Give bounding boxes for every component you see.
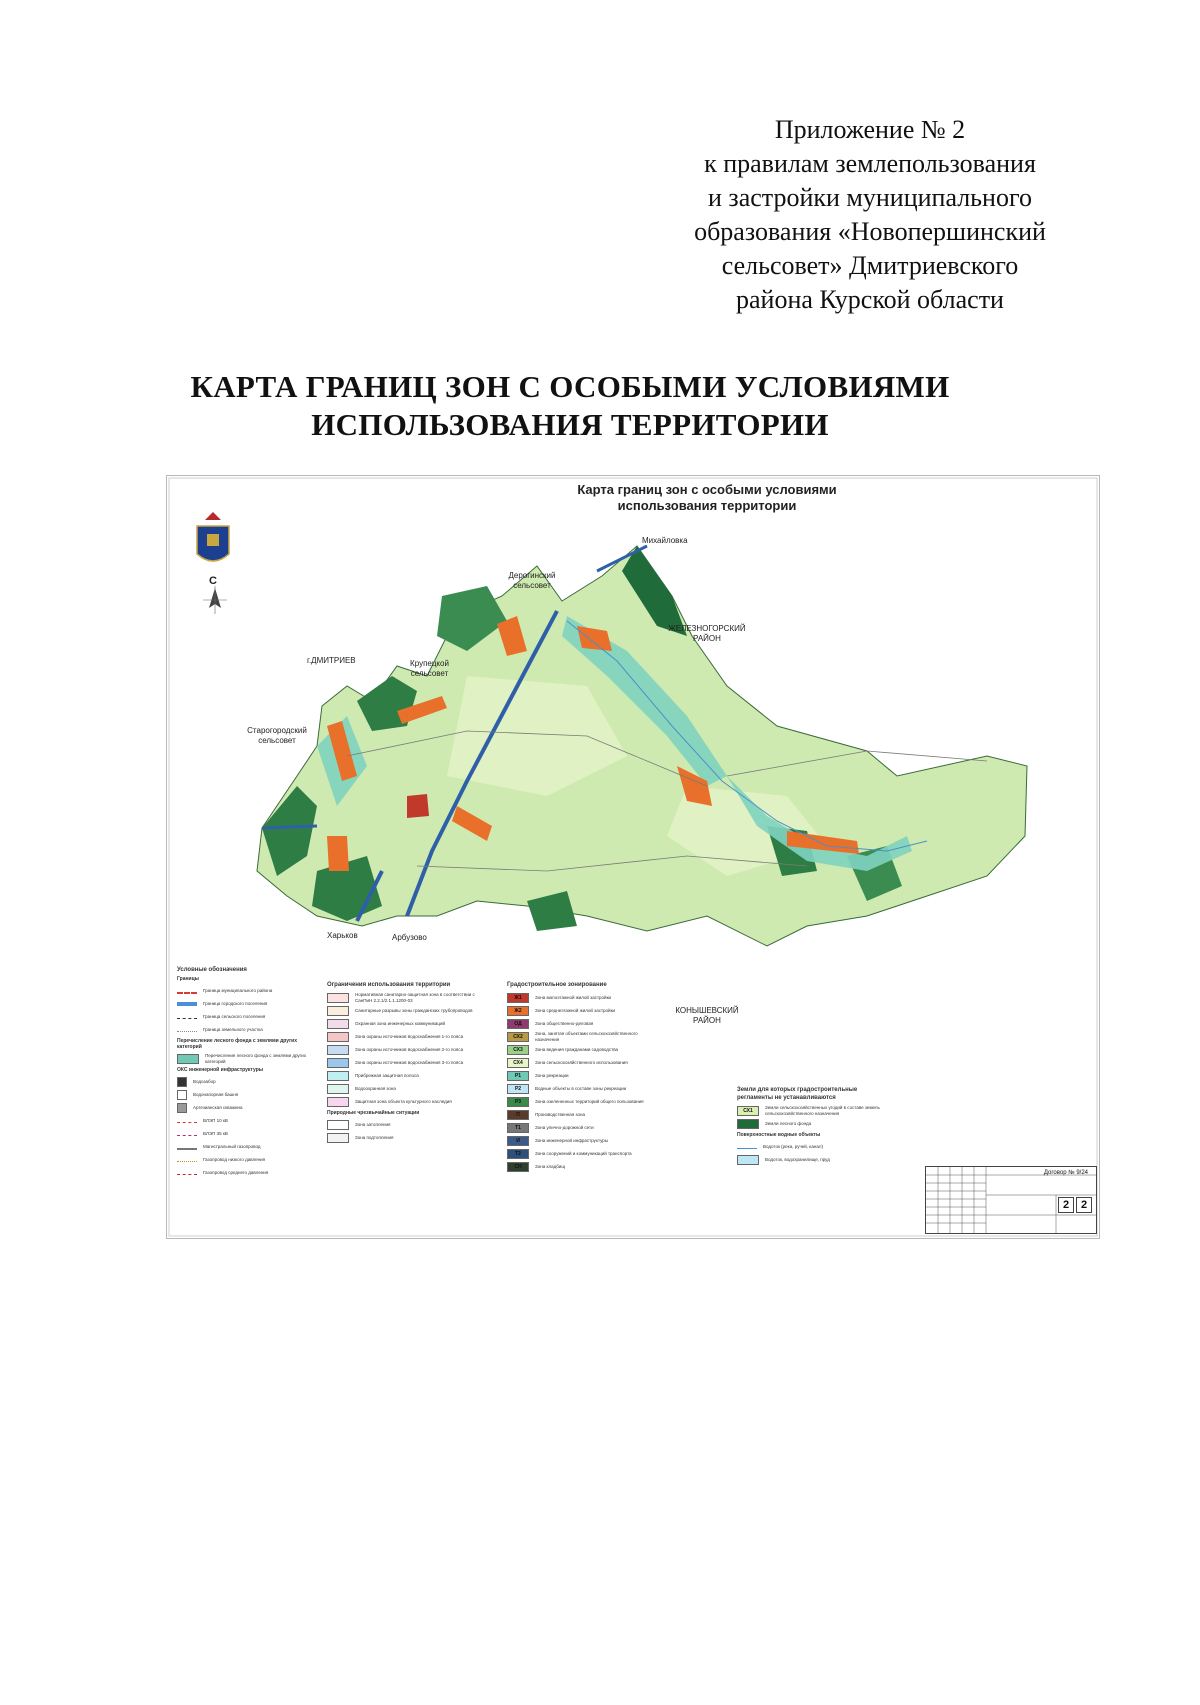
legend-text: Зона сельскохозяйственного использования xyxy=(535,1059,628,1065)
appendix-line: сельсовет» Дмитриевского xyxy=(721,251,1019,280)
legend-item: ВЛЭП 35 кВ xyxy=(177,1127,307,1140)
settlement-zone xyxy=(407,794,429,818)
sheet-total: 2 xyxy=(1076,1197,1092,1213)
sheet-number: 2 xyxy=(1058,1197,1074,1213)
legend-text: Зона ведения гражданами садоводства xyxy=(535,1046,619,1052)
compass-label: С xyxy=(209,575,217,587)
legend-text: Зона озелененных территорий общего пользования xyxy=(535,1098,644,1104)
label-mikhailovka: Михайловка xyxy=(642,536,688,545)
legend-swatch: Ж1 xyxy=(507,993,529,1003)
legend-item xyxy=(507,991,647,1004)
appendix-line: к правилам землепользования xyxy=(704,149,1036,178)
legend-item xyxy=(507,1134,647,1147)
legend-swatch: СН xyxy=(507,1162,529,1172)
document-title xyxy=(150,368,990,444)
legend-item: Артезианская скважина xyxy=(177,1101,307,1114)
legend-item: Магистральный газопровод xyxy=(177,1140,307,1153)
legend-item: ВЛЭП 10 кВ xyxy=(177,1114,307,1127)
label-krupets: Крупецкой сельсовет xyxy=(410,659,449,678)
coat-of-arms-icon xyxy=(197,512,229,561)
map-title-line-2: использования территории xyxy=(617,498,797,513)
legend-item: Водоток (река, ручей, канал) xyxy=(737,1140,887,1153)
label-starogorod: Старогородский сельсовет xyxy=(247,726,307,745)
north-arrow-icon xyxy=(203,586,227,614)
legend-heading: Градостроительное зонирование xyxy=(507,982,607,988)
legend-swatch: Ж2 xyxy=(507,1006,529,1016)
legend-item: Водоток, водохранилище, пруд xyxy=(737,1153,887,1166)
legend-swatch: ОД xyxy=(507,1019,529,1029)
legend-subheading: Природные чрезвычайные ситуации xyxy=(327,1110,420,1116)
appendix-line: Приложение № 2 xyxy=(774,115,966,144)
legend-left xyxy=(177,966,307,1179)
map-title xyxy=(507,482,907,514)
legend-item: Земли лесного фонда xyxy=(737,1117,887,1130)
legend-subheading: ОКС инженерной инфраструктуры xyxy=(177,1067,264,1073)
legend-text: Зона рекреации xyxy=(535,1072,569,1078)
legend-text: Зона кладбищ xyxy=(535,1163,566,1169)
contract-number: Договор № 9/24 xyxy=(1043,1170,1088,1176)
label-derogi: Дерогинский сельсовет xyxy=(508,571,556,590)
legend-item xyxy=(507,1017,647,1030)
legend-zoning xyxy=(507,981,647,1173)
legend-swatch: И xyxy=(507,1136,529,1146)
legend-item xyxy=(507,1160,647,1173)
legend-swatch: Р1 xyxy=(507,1071,529,1081)
legend-item: Зона охраны источников водоснабжения 2-го пояса xyxy=(327,1043,487,1056)
legend-item: Зона подтопления xyxy=(327,1131,487,1144)
legend-item xyxy=(507,1108,647,1121)
legend-item xyxy=(507,1069,647,1082)
legend-subheading: Поверхностные водные объекты xyxy=(737,1132,821,1138)
legend-text: Зона сооружений и коммуникаций транспорта xyxy=(535,1150,632,1156)
legend-item: Граница муниципального района xyxy=(177,984,307,997)
legend-heading: Ограничения использования территории xyxy=(327,982,451,988)
legend-swatch: П xyxy=(507,1110,529,1120)
legend-item: Прибрежная защитная полоса xyxy=(327,1069,487,1082)
legend-text: Водные объекты в составе зоны рекреации xyxy=(535,1085,627,1091)
appendix-header xyxy=(640,113,1100,317)
legend-swatch: Т1 xyxy=(507,1123,529,1133)
appendix-line: района Курской области xyxy=(736,285,1004,314)
title-line-1: КАРТА ГРАНИЦ ЗОН С ОСОБЫМИ УСЛОВИЯМИ xyxy=(190,369,950,404)
label-konyshevka: КОНЫШЕВСКИЙ РАЙОН xyxy=(675,1006,739,1025)
legend-text: Зона инженерной инфраструктуры xyxy=(535,1137,608,1143)
legend-text: Производственная зона xyxy=(535,1111,586,1117)
legend-text: Зона среднеэтажной жилой застройки xyxy=(535,1007,616,1013)
legend-item xyxy=(507,1030,647,1043)
legend-item: Водоохранная зона xyxy=(327,1082,487,1095)
legend-item: СХ1 Земли сельскохозяйственных угодий в составе земель сельскохозяйственного назначения xyxy=(737,1104,887,1117)
legend-subheading: Границы xyxy=(177,976,199,982)
legend-text: Зона малоэтажной жилой застройки xyxy=(535,994,612,1000)
appendix-line: образования «Новопершинский xyxy=(694,217,1046,246)
label-kharkov: Харьков xyxy=(327,931,358,940)
legend-item: Перечисление лесного фонда с землями других категорий xyxy=(177,1052,307,1065)
legend-item: Граница городского поселения xyxy=(177,997,307,1010)
legend-item: Защитная зона объекта культурного наследия xyxy=(327,1095,487,1108)
legend-heading: Земли для которых градостроительные регламенты не устанавливаются xyxy=(737,1087,858,1101)
legend-item xyxy=(507,1004,647,1017)
map-title-line-1: Карта границ зон с особыми условиями xyxy=(577,482,837,497)
legend-item: Зона охраны источников водоснабжения 1-го пояса xyxy=(327,1030,487,1043)
label-dmitriev: г.ДМИТРИЕВ xyxy=(307,656,356,665)
legend-heading: Условные обозначения xyxy=(177,967,247,973)
legend-swatch: СХ4 xyxy=(507,1058,529,1068)
title-block-stamp xyxy=(925,1166,1097,1234)
highway-road xyxy=(262,826,317,828)
legend-text: Зона, занятая объектами сельскохозяйственного назначения xyxy=(535,1030,638,1042)
legend-swatch: Р3 xyxy=(507,1097,529,1107)
legend-text: Зона общественно-деловая xyxy=(535,1020,594,1026)
legend-item xyxy=(507,1121,647,1134)
title-line-2: ИСПОЛЬЗОВАНИЯ ТЕРРИТОРИИ xyxy=(311,407,829,442)
legend-middle xyxy=(327,981,487,1144)
legend-item: Зона затопления xyxy=(327,1118,487,1131)
legend-item: Газопровод среднего давления xyxy=(177,1166,307,1179)
legend-no-regulation xyxy=(737,1086,887,1166)
legend-item: Санитарные разрывы зоны гражданских трубопроводов xyxy=(327,1004,487,1017)
zoning-items xyxy=(507,991,647,1173)
legend-swatch: Р2 xyxy=(507,1084,529,1094)
legend-swatch: СХ2 xyxy=(507,1032,529,1042)
appendix-line: и застройки муниципального xyxy=(708,183,1032,212)
legend-item: Нормативная санитарно-защитная зона в соответствии с СанПиН 2.2.1/2.1.1.1200-03 xyxy=(327,991,487,1004)
legend-item: Граница сельского поселения xyxy=(177,1010,307,1023)
map-figure xyxy=(166,475,1100,1239)
legend-item: Газопровод низкого давления xyxy=(177,1153,307,1166)
legend-swatch: Т2 xyxy=(507,1149,529,1159)
label-arbuzovo: Арбузово xyxy=(392,933,427,942)
legend-item: Охранная зона инженерных коммуникаций xyxy=(327,1017,487,1030)
legend-swatch: СХ3 xyxy=(507,1045,529,1055)
legend-item xyxy=(507,1082,647,1095)
legend-item: Граница земельного участка xyxy=(177,1023,307,1036)
legend-text: Зона улично-дорожной сети xyxy=(535,1124,594,1130)
legend-item xyxy=(507,1043,647,1056)
legend-item xyxy=(507,1095,647,1108)
label-zheleznogorsk: ЖЕЛЕЗНОГОРСКИЙ РАЙОН xyxy=(668,624,746,643)
legend-item: Водозабор xyxy=(177,1075,307,1088)
legend-item xyxy=(507,1147,647,1160)
settlement-zone xyxy=(327,836,349,871)
legend-item xyxy=(507,1056,647,1069)
legend-item: Зона охраны источников водоснабжения 3-го пояса xyxy=(327,1056,487,1069)
legend-item: Водонапорная башня xyxy=(177,1088,307,1101)
legend-subheading: Перечисление лесного фонда с землями других категорий xyxy=(177,1038,298,1050)
